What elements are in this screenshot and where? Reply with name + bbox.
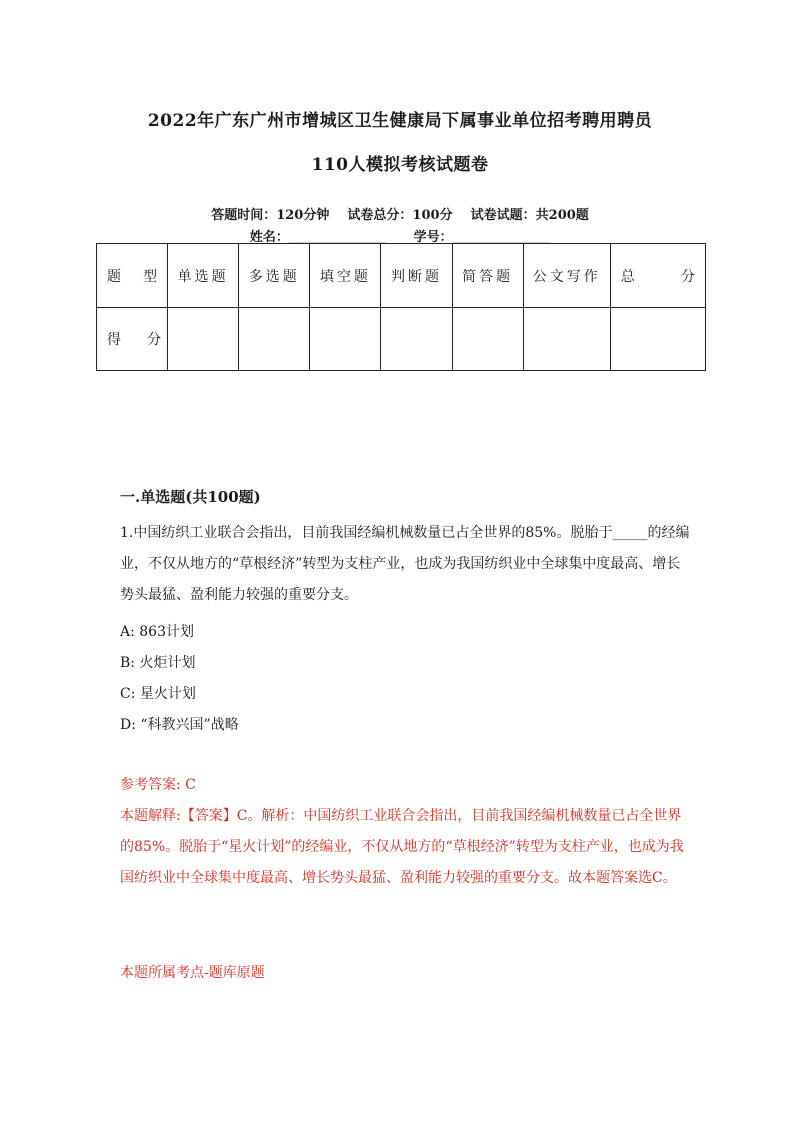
col-true-false: 判断题	[381, 244, 452, 308]
score-cell	[610, 308, 705, 371]
col-multiple-choice: 多选题	[239, 244, 310, 308]
exam-title-line-1: 2022年广东广州市增城区卫生健康局下属事业单位招考聘用聘员	[147, 111, 653, 131]
exam-title-line-2: 110人模拟考核试题卷	[311, 155, 489, 175]
student-info: 姓名：_______________ 学号：_______________	[249, 230, 551, 245]
col-official-writing: 公文写作	[523, 244, 610, 308]
question-source: 本题所属考点-题库原题	[120, 965, 265, 981]
score-cell	[381, 308, 452, 371]
score-cell	[310, 308, 381, 371]
score-cell	[239, 308, 310, 371]
option-b: B: 火炬计划	[120, 655, 196, 671]
row-label-question-type: 题 型	[97, 244, 168, 308]
answer-explanation: 本题解释:【答案】C。解析：中国纺织工业联合会指出，目前我国经编机械数量已占全世界的85%。脱胎于“星火计划”的经编业，不仅从地方的“草根经济”转型为支柱产业，也成为我国纺织业中全球集中度最高、增长势头最猛、盈利能力较强的重要分支。故本题答案选C。	[120, 808, 684, 886]
score-cell	[452, 308, 523, 371]
question-text: 1.中国纺织工业联合会指出，目前我国经编机械数量已占全世界的85%。脱胎于_____的经编业，不仅从地方的“草根经济”转型为支柱产业，也成为我国纺织业中全球集中度最高、增长势头最猛、盈利能力较强的重要分支。	[120, 525, 690, 603]
score-table-score-row	[97, 308, 706, 371]
option-d: D: “科教兴国”战略	[120, 717, 239, 733]
option-c: C: 星火计划	[120, 686, 196, 702]
reference-answer: 参考答案: C	[120, 777, 196, 793]
col-single-choice: 单选题	[168, 244, 239, 308]
col-short-answer: 简答题	[452, 244, 523, 308]
row-label-score: 得 分	[97, 308, 168, 371]
score-cell	[168, 308, 239, 371]
option-a: A: 863计划	[120, 624, 194, 640]
exam-info: 答题时间：120分钟 试卷总分：100分 试卷试题：共200题	[211, 208, 589, 223]
score-table	[96, 243, 706, 371]
score-cell	[523, 308, 610, 371]
col-fill-blank: 填空题	[310, 244, 381, 308]
score-table-header-row	[97, 244, 706, 308]
section-title: 一.单选题(共100题)	[120, 488, 261, 506]
col-total: 总 分	[610, 244, 705, 308]
